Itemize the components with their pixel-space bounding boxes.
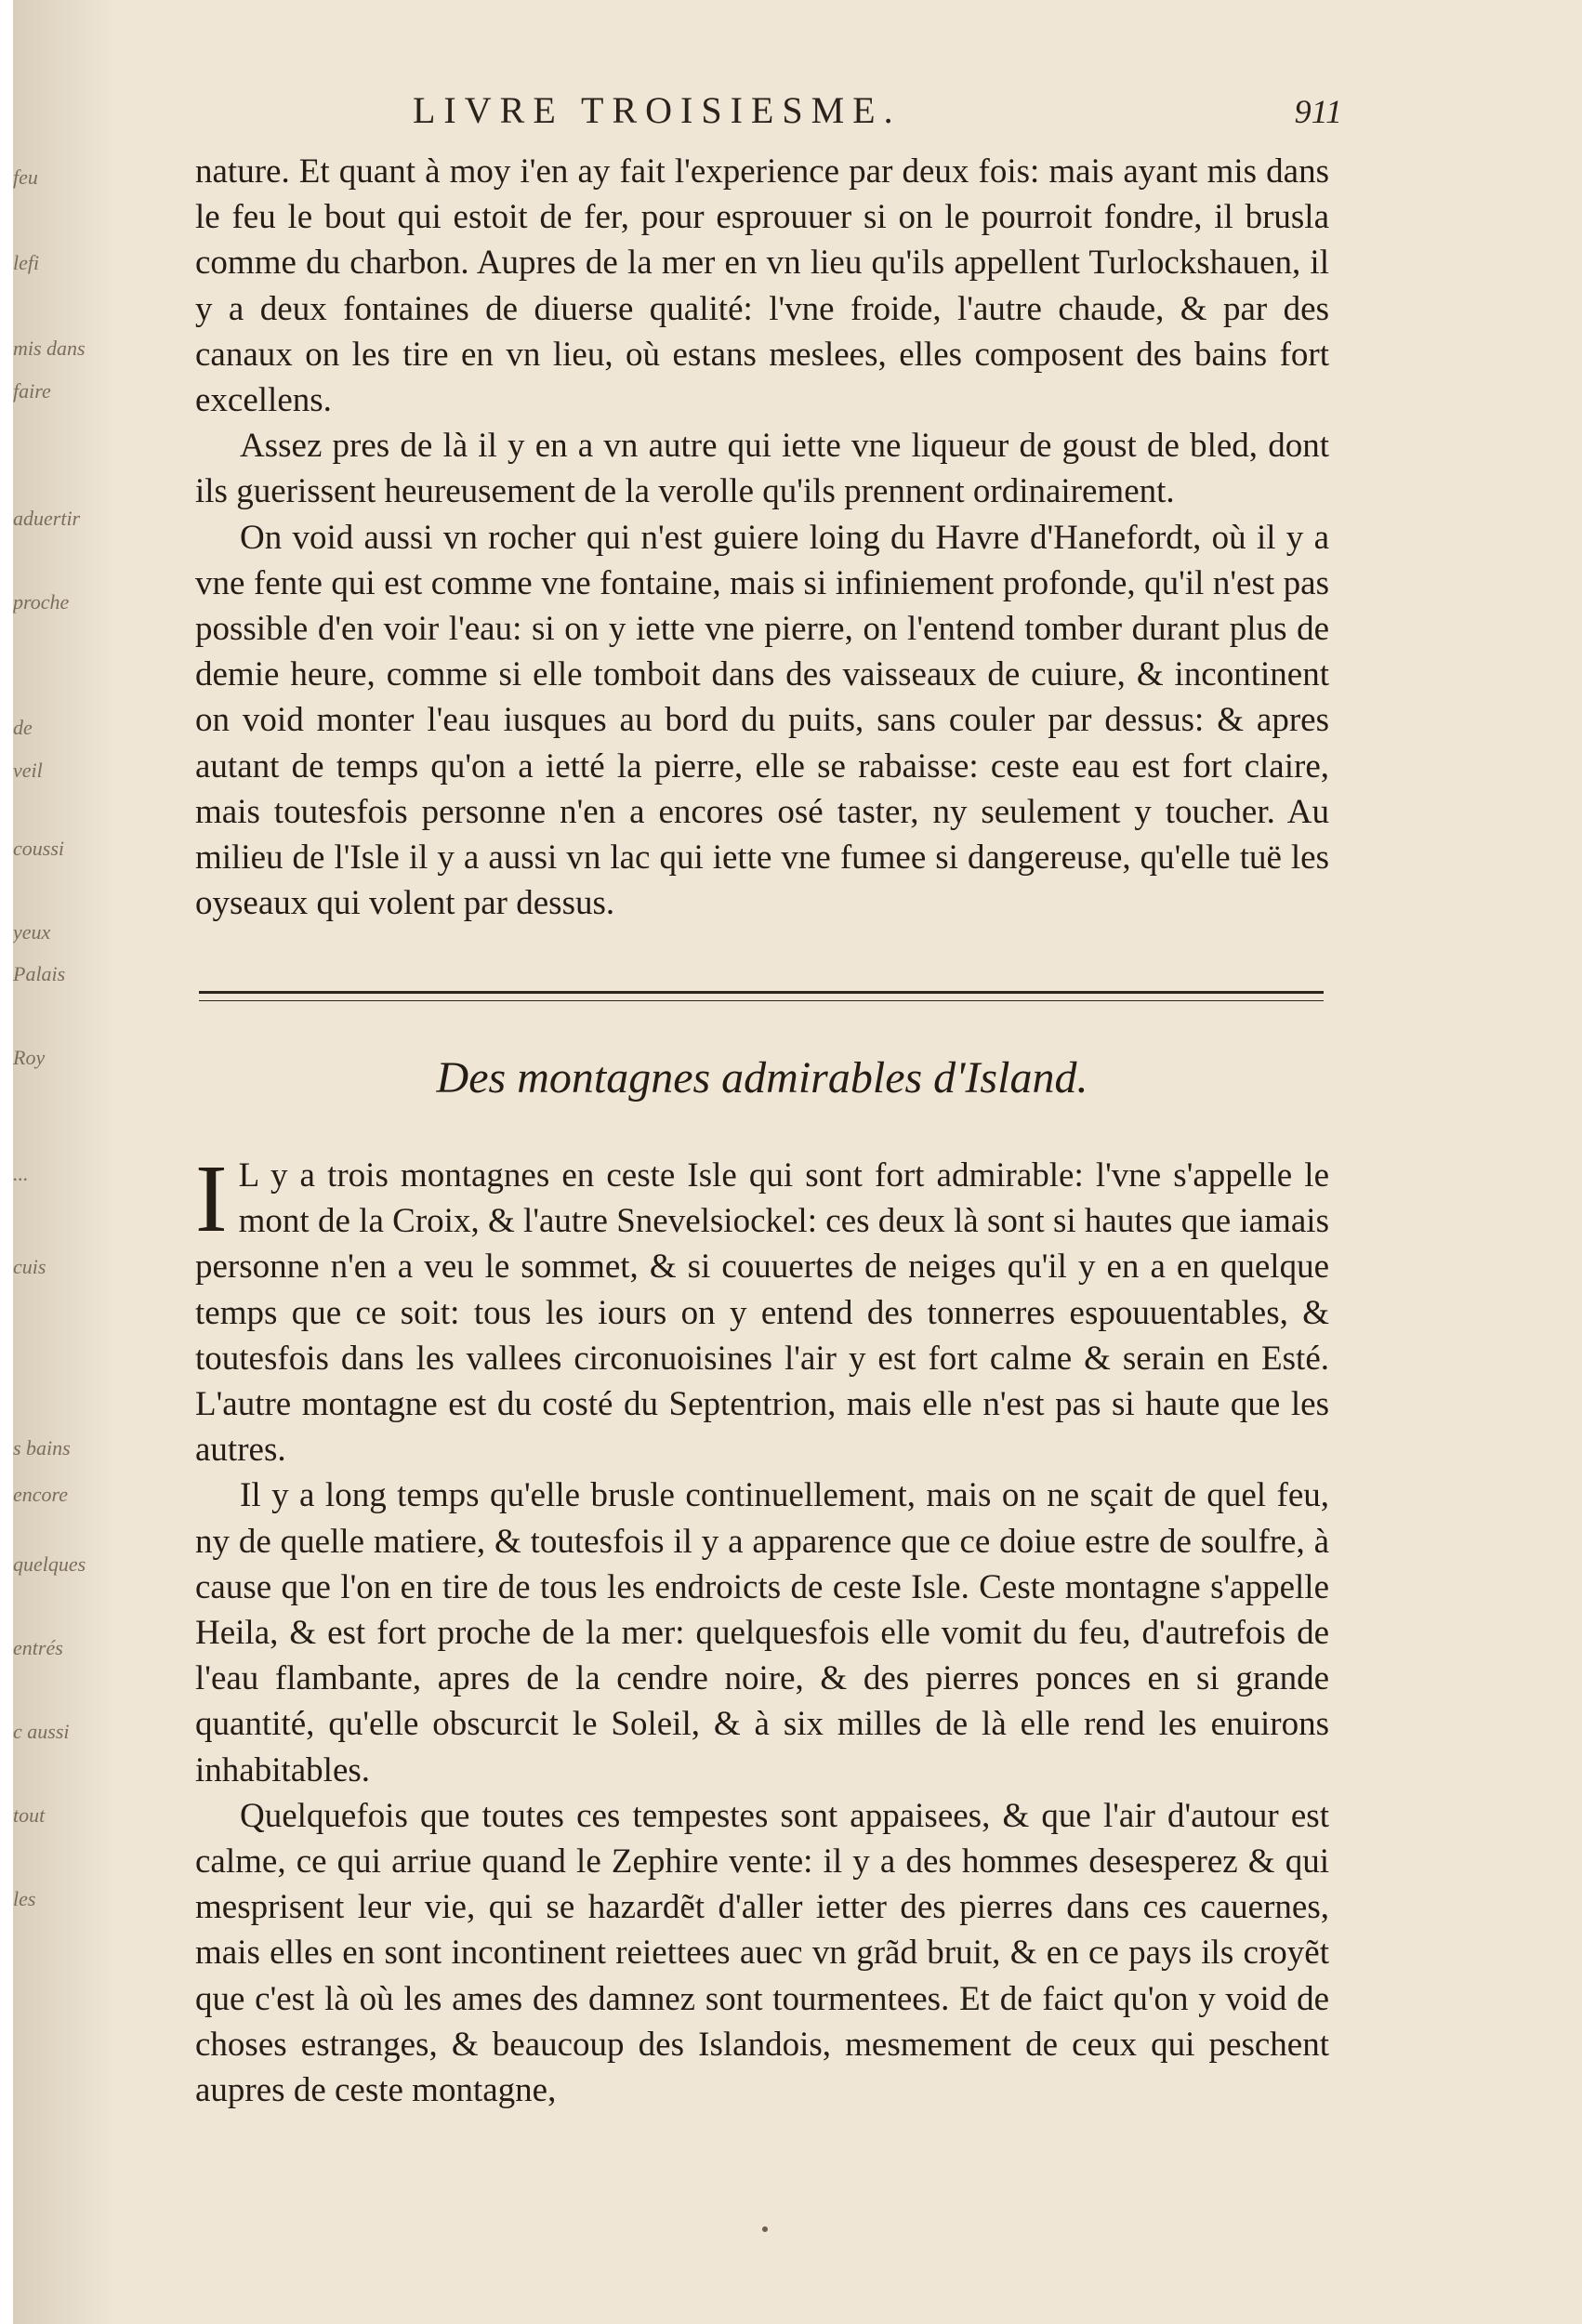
section-title: Des montagnes admirables d'Island. [436, 1053, 1088, 1103]
section-divider-rule-thin [199, 1000, 1324, 1001]
paragraph: Il y a long temps qu'elle brusle continuellement, mais on ne sçait de quel feu, ny de quelle matiere, & toutesfois il y a apparence que ce doiue estre de soulfre, à cause que l'on en tire de tous les endroicts de ceste Isle. Ceste montagne s'appelle Heila, & est fort proche de la mer: quelquesfois elle vomit du feu, d'autrefois de l'eau flambante, apres de la cendre noire, & des pierres ponces en si grande quantité, qu'elle obscurcit le Soleil, & à six milles de là elle rend les enuirons inhabitables. [195, 1476, 1329, 1789]
bleed-through-fragment: faire [13, 379, 51, 403]
paragraph [195, 1145, 1329, 1472]
paragraph: Assez pres de là il y en a vn autre qui iette vne liqueur de goust de bled, dont ils guerissent heureusement de la verolle qu'ils prennent ordinairement. [195, 427, 1329, 511]
bleed-through-fragment: Roy [13, 1046, 46, 1069]
bleed-through-fragment: veil [13, 759, 43, 782]
ink-spot [762, 2226, 768, 2232]
bleed-through-fragment: ... [13, 1162, 29, 1185]
running-title: LIVRE TROISIESME. [413, 89, 902, 131]
bleed-through-fragment: cuis [13, 1255, 46, 1278]
running-header [413, 88, 1342, 132]
bleed-through-fragment: quelques [13, 1552, 86, 1576]
bleed-through-fragment: les [13, 1887, 36, 1910]
bleed-through-fragment: tout [13, 1803, 46, 1827]
bleed-through-fragment: lefi [13, 251, 40, 274]
bleed-through-fragment: coussi [13, 837, 64, 860]
bleed-through-fragment: mis dans [13, 337, 86, 360]
bleed-through-fragment: aduertir [13, 507, 81, 530]
binding-gutter [13, 0, 115, 2324]
bleed-through-fragment: Palais [13, 962, 66, 985]
paragraph-text: L y a trois montagnes en ceste Isle qui sont fort admirable: l'vne s'appelle le mont de la Croix, & l'autre Snevelsiockel: ces deux là sont si hautes que iamais personne n'en a veu le sommet, & si couuertes de neiges qu'il y en a en quelque temps que ce soit: tous les iours on y entend des tonnerres espouuentables, & toutesfois dans les vallees circonuoisines l'air y est fort calme & serain en Esté. L'autre montagne est du costé du Septentrion, mais elle n'est pas si haute que les autres. [195, 1156, 1329, 1470]
bleed-through-fragment: s bains [13, 1436, 71, 1459]
bleed-through-fragment: proche [13, 590, 70, 614]
section-divider-rule [199, 991, 1324, 994]
bleed-through-fragment: c aussi [13, 1720, 70, 1743]
bleed-through-fragment: entrés [13, 1636, 63, 1659]
bleed-through-fragment: feu [13, 165, 38, 189]
bleed-through-fragment: de [13, 716, 33, 739]
drop-cap: I [195, 1145, 228, 1252]
second-section-text [195, 1145, 1329, 2113]
paragraph: nature. Et quant à moy i'en ay fait l'experience par deux fois: mais ayant mis dans le feu le bout qui estoit de fer, pour esprouuer si on le pourroit fondre, il brusla comme du charbon. Aupres de la mer en vn lieu qu'ils appellent Turlockshauen, il y a deux fontaines de diuerse qualité: l'vne froide, l'autre chaude, & par des canaux on les tire en vn lieu, où estans meslees, elles composent des bains fort excellens. [195, 152, 1329, 420]
bleed-through-fragment: encore [13, 1483, 69, 1506]
paragraph: Quelquefois que toutes ces tempestes sont appaisees, & que l'air d'autour est calme, ce qui arriue quand le Zephire vente: il y a des hommes desesperez & qui mesprisent leur vie, qui se hazardẽt d'aller ietter des pierres dans ces cauernes, mais elles en sont incontinent reiettees auec vn grãd bruit, & en ce pays ils croyẽt que c'est là où les ames des damnez sont tourmentees. Et de faict qu'on y void de choses estranges, & beaucoup des Islandois, mesmement de ceux qui peschent aupres de ceste montagne, [195, 1796, 1329, 2110]
bleed-through-fragment: yeux [13, 920, 51, 944]
page-number: 911 [1294, 93, 1342, 130]
paragraph: On void aussi vn rocher qui n'est guiere loing du Havre d'Hanefordt, où il y a vne fente qui est comme vne fontaine, mais si infiniement profonde, qu'il n'est pas possible d'en voir l'eau: si on y iette vne pierre, on l'entend tomber durant plus de demie heure, comme si elle tomboit dans des vaisseaux de cuiure, & incontinent on void monter l'eau iusques au bord du puits, sans couler par dessus: & apres autant de temps qu'on a ietté la pierre, elle se rabaisse: ceste eau est fort claire, mais toutesfois personne n'en a encores osé taster, ny seulement y toucher. Au milieu de l'Isle il y a aussi vn lac qui iette vne fumee si dangereuse, qu'elle tuë les oyseaux qui volent par dessus. [195, 518, 1329, 923]
first-section-text [195, 149, 1329, 926]
book-page [13, 0, 1582, 2324]
